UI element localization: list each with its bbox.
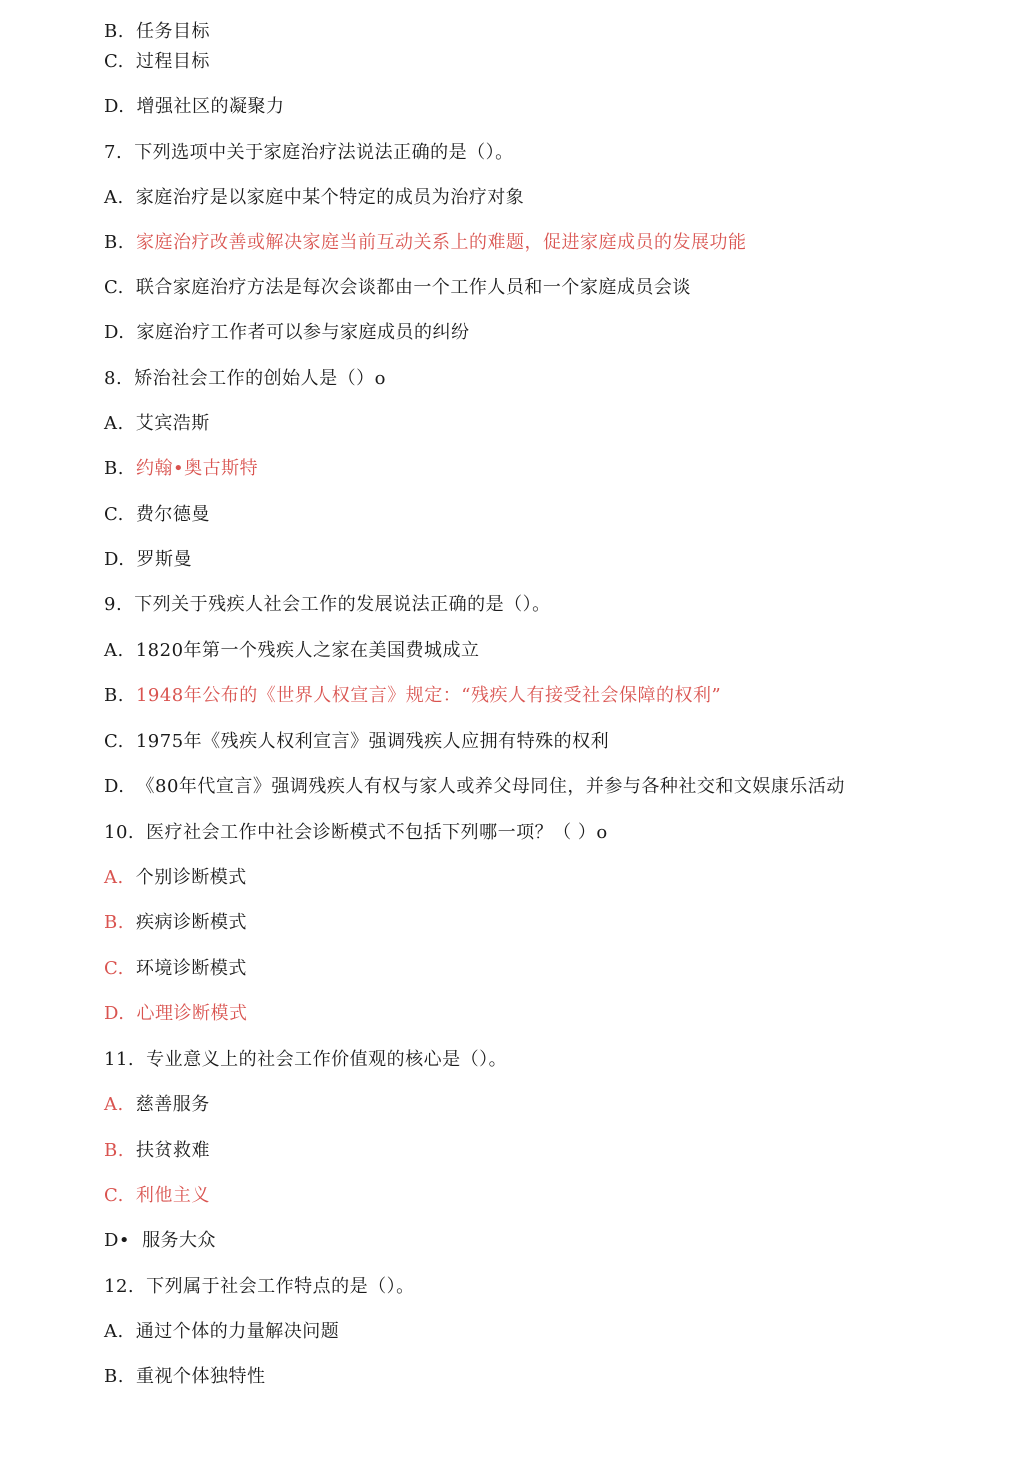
option-line <box>104 21 210 43</box>
option-label: B. <box>104 685 124 706</box>
question-line <box>104 368 386 390</box>
option-label: A. <box>104 640 124 661</box>
option-text: 环境诊断模式 <box>135 958 247 979</box>
question-number: 11. <box>104 1049 135 1070</box>
option-line <box>104 96 285 118</box>
option-line <box>104 1094 210 1116</box>
option-text: 个别诊断模式 <box>135 867 247 888</box>
option-line <box>104 867 247 889</box>
option-label: B. <box>104 232 124 253</box>
option-label: A. <box>104 1094 124 1115</box>
option-label: C. <box>104 958 124 979</box>
question-text: 下列选项中关于家庭治疗法说法正确的是（）。 <box>134 142 514 163</box>
option-text: 心理诊断模式 <box>136 1003 248 1024</box>
question-number: 10. <box>104 822 135 843</box>
question-line <box>104 1049 507 1071</box>
option-label: A. <box>104 1321 124 1342</box>
option-text: 利他主义 <box>135 1185 210 1206</box>
option-text: 服务大众 <box>142 1230 217 1251</box>
option-text: 1820年第一个残疾人之家在美国费城成立 <box>135 640 480 661</box>
option-line <box>104 1366 265 1388</box>
question-text: 下列关于残疾人社会工作的发展说法正确的是（）。 <box>134 594 551 615</box>
question-number: 9. <box>104 594 123 615</box>
option-label: D. <box>104 322 125 343</box>
option-text: 任务目标 <box>135 21 210 42</box>
option-line <box>104 277 691 299</box>
option-label: A. <box>104 867 124 888</box>
option-line <box>104 51 210 73</box>
option-label: B. <box>104 21 124 42</box>
option-label: B. <box>104 1140 124 1161</box>
option-line <box>104 1185 210 1207</box>
option-line <box>104 504 210 526</box>
option-line <box>104 232 746 254</box>
option-text: 增强社区的凝聚力 <box>136 96 285 117</box>
option-text: 过程目标 <box>135 51 210 72</box>
option-text: 1975年《残疾人权利宣言》强调残疾人应拥有特殊的权利 <box>135 731 610 752</box>
question-number: 12. <box>104 1276 135 1297</box>
option-label: B. <box>104 1366 124 1387</box>
option-label: D. <box>104 1003 125 1024</box>
option-text: 疾病诊断模式 <box>135 912 247 933</box>
question-text: 矫治社会工作的创始人是（）o <box>134 368 387 389</box>
option-text: 通过个体的力量解决问题 <box>135 1321 340 1342</box>
option-text: 家庭治疗是以家庭中某个特定的成员为治疗对象 <box>135 187 525 208</box>
option-label: C. <box>104 51 124 72</box>
option-line <box>104 187 524 209</box>
option-label: A. <box>104 187 124 208</box>
option-label: D. <box>104 96 125 117</box>
question-text: 医疗社会工作中社会诊断模式不包括下列哪一项？（ ）o <box>146 822 608 843</box>
option-text: 重视个体独特性 <box>135 1366 266 1387</box>
option-text: 《80年代宣言》强调残疾人有权与家人或养父母同住，并参与各种社交和文娱康乐活动 <box>136 776 845 797</box>
option-text: 联合家庭治疗方法是每次会谈都由一个工作人员和一个家庭成员会谈 <box>135 277 691 298</box>
option-label: A. <box>104 413 124 434</box>
option-text: 家庭治疗工作者可以参与家庭成员的纠纷 <box>136 322 470 343</box>
option-text: 扶贫救难 <box>135 1140 210 1161</box>
option-text: 约翰•奥古斯特 <box>135 458 259 479</box>
option-line <box>104 731 609 753</box>
option-label: D. <box>104 776 125 797</box>
question-text: 专业意义上的社会工作价值观的核心是（）。 <box>146 1049 508 1070</box>
option-line <box>104 413 210 435</box>
option-line <box>104 640 480 662</box>
option-line <box>104 1321 339 1343</box>
option-text: 1948年公布的《世界人权宣言》规定：“残疾人有接受社会保障的权利” <box>135 685 722 706</box>
option-label: B. <box>104 912 124 933</box>
option-text: 家庭治疗改善或解决家庭当前互动关系上的难题，促进家庭成员的发展功能 <box>135 232 747 253</box>
question-number: 7. <box>104 142 123 163</box>
option-line <box>104 549 192 571</box>
option-text: 艾宾浩斯 <box>135 413 210 434</box>
option-label: C. <box>104 731 124 752</box>
option-label: D. <box>104 549 125 570</box>
option-text: 慈善服务 <box>135 1094 210 1115</box>
question-line <box>104 822 608 844</box>
question-line <box>104 594 551 616</box>
option-line <box>104 1003 248 1025</box>
option-label: D• <box>104 1230 131 1251</box>
option-line <box>104 1230 216 1252</box>
option-line <box>104 912 247 934</box>
option-label: B. <box>104 458 124 479</box>
option-label: C. <box>104 277 124 298</box>
option-line <box>104 958 247 980</box>
option-text: 费尔德曼 <box>135 504 210 525</box>
option-line <box>104 1140 210 1162</box>
option-label: C. <box>104 504 124 525</box>
option-line <box>104 322 470 344</box>
option-line <box>104 458 258 480</box>
option-text: 罗斯曼 <box>136 549 193 570</box>
question-line <box>104 142 514 164</box>
option-line <box>104 776 845 798</box>
option-line <box>104 685 721 707</box>
option-label: C. <box>104 1185 124 1206</box>
question-text: 下列属于社会工作特点的是（）。 <box>146 1276 415 1297</box>
question-number: 8. <box>104 368 123 389</box>
question-line <box>104 1276 415 1298</box>
